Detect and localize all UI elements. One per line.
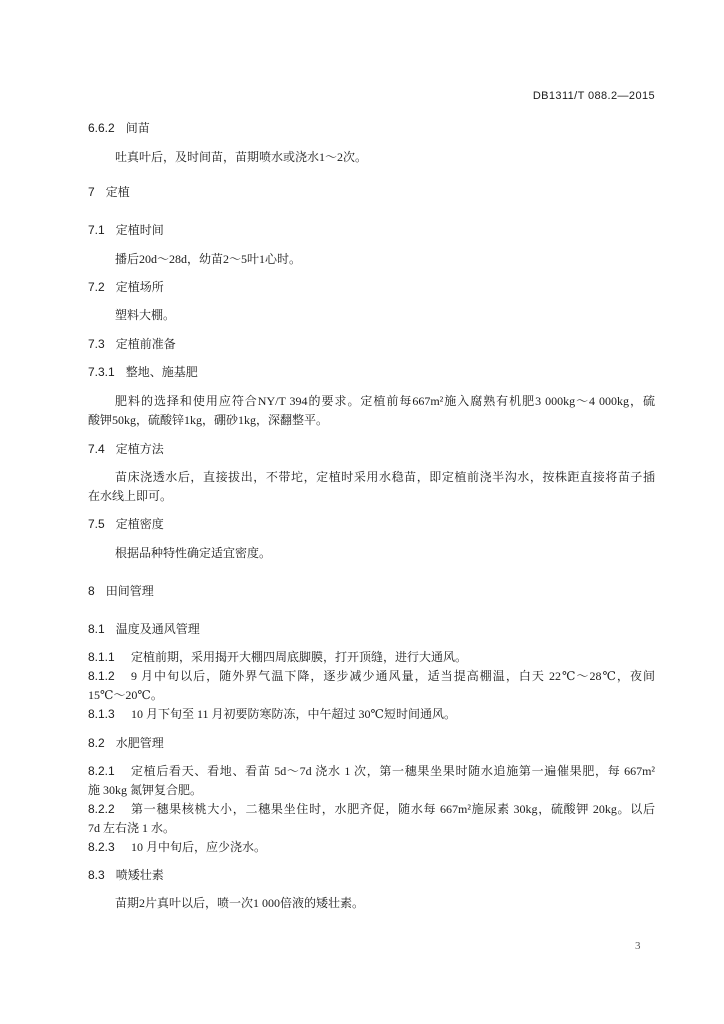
- heading-8-3: [88, 867, 164, 883]
- clause-number: 8.2.2: [88, 802, 115, 816]
- heading-7-4: [88, 441, 164, 457]
- heading-title: 间苗: [125, 121, 150, 135]
- heading-number: 7.1: [88, 223, 105, 237]
- heading-number: 8.2: [88, 736, 105, 750]
- heading-title: 定植前准备: [115, 337, 176, 351]
- clause-text: 9 月中旬以后，随外界气温下降，逐步减少通风量，适当提高棚温，白天 22℃～28℃，夜间: [131, 669, 655, 683]
- paragraph-line: 肥料的选择和使用应符合NY/T 394的要求。定植前每667m²施入腐熟有机肥3 000kg～4 000kg，硫: [115, 394, 655, 408]
- heading-title: 定植密度: [115, 517, 164, 531]
- heading-title: 定植时间: [115, 223, 164, 237]
- heading-7: [88, 184, 130, 200]
- clause-number: 8.2.1: [88, 764, 115, 778]
- paragraph-line: 苗期2片真叶以后，喷一次1 000倍液的矮壮素。: [115, 896, 365, 910]
- heading-title: 水肥管理: [115, 736, 164, 750]
- page-number: 3: [635, 940, 641, 952]
- heading-8: [88, 583, 154, 599]
- heading-7-3: [88, 336, 176, 352]
- heading-number: 7.3: [88, 337, 105, 351]
- heading-6-6-2: [88, 120, 150, 136]
- paragraph-line: 苗床浇透水后，直接拔出，不带坨，定植时采用水稳苗，即定植前浇半沟水，按株距直接将苗子插: [115, 470, 655, 484]
- heading-7-5: [88, 516, 164, 532]
- heading-8-2: [88, 735, 164, 751]
- paragraph-line: 根据品种特性确定适宜密度。: [115, 546, 272, 560]
- paragraph-line: 播后20d～28d，幼苗2～5叶1心时。: [115, 252, 302, 266]
- heading-number: 7.4: [88, 442, 105, 456]
- heading-title: 定植场所: [115, 280, 164, 294]
- standard-code: DB1311/T 088.2—2015: [532, 90, 655, 102]
- clause-text: 定植前期，采用揭开大棚四周底脚膜，打开顶缝，进行大通风。: [131, 650, 468, 664]
- heading-7-1: [88, 222, 164, 238]
- clause-number: 8.2.3: [88, 840, 115, 854]
- clause-text: 10 月下旬至 11 月初要防寒防冻，中午超过 30℃短时间通风。: [131, 707, 456, 721]
- clause-number: 8.1.1: [88, 650, 115, 664]
- heading-number: 7.3.1: [88, 365, 115, 379]
- paragraph-line: 在水线上即可。: [88, 489, 173, 503]
- paragraph-line: 塑料大棚。: [115, 308, 176, 322]
- heading-title: 整地、施基肥: [125, 365, 198, 379]
- heading-7-2: [88, 279, 164, 295]
- heading-number: 8.3: [88, 868, 105, 882]
- clause-text-continued: 7d 左右浇 1 水。: [88, 821, 176, 835]
- heading-number: 7.2: [88, 280, 105, 294]
- clause-number: 8.1.3: [88, 707, 115, 721]
- heading-number: 7.5: [88, 517, 105, 531]
- heading-number: 8: [88, 584, 95, 598]
- heading-title: 定植方法: [115, 442, 164, 456]
- heading-number: 6.6.2: [88, 121, 115, 135]
- heading-number: 7: [88, 185, 95, 199]
- heading-number: 8.1: [88, 622, 105, 636]
- heading-8-1: [88, 621, 200, 637]
- clause-8-1-3: [88, 706, 655, 722]
- heading-title: 喷矮壮素: [115, 868, 164, 882]
- clause-text: 第一穗果核桃大小，二穗果坐住时，水肥齐促，随水每 667m²施尿素 30kg，硫酸钾 20kg。以后: [131, 802, 655, 816]
- heading-7-3-1: [88, 364, 198, 380]
- clause-8-2-1: [88, 763, 655, 779]
- clause-8-2-2: [88, 801, 655, 817]
- clause-text: 定植后看天、看地、看苗 5d～7d 浇水 1 次，第一穗果坐果时随水追施第一遍催果肥，每 667m²: [131, 764, 655, 778]
- paragraph-line: 吐真叶后，及时间苗，苗期喷水或浇水1～2次。: [115, 150, 368, 164]
- paragraph-line: 酸钾50kg，硫酸锌1kg，硼砂1kg，深翻整平。: [88, 413, 329, 427]
- clause-number: 8.1.2: [88, 669, 115, 683]
- clause-8-2-3: [88, 839, 655, 855]
- clause-text-continued: 施 30kg 氮钾复合肥。: [88, 783, 203, 797]
- heading-title: 田间管理: [105, 584, 154, 598]
- heading-title: 温度及通风管理: [115, 622, 200, 636]
- clause-8-1-2: [88, 668, 655, 684]
- clause-text: 10 月中旬后，应少浇水。: [131, 840, 267, 854]
- clause-text-continued: 15℃～20℃。: [88, 688, 163, 702]
- clause-8-1-1: [88, 649, 655, 665]
- heading-title: 定植: [105, 185, 130, 199]
